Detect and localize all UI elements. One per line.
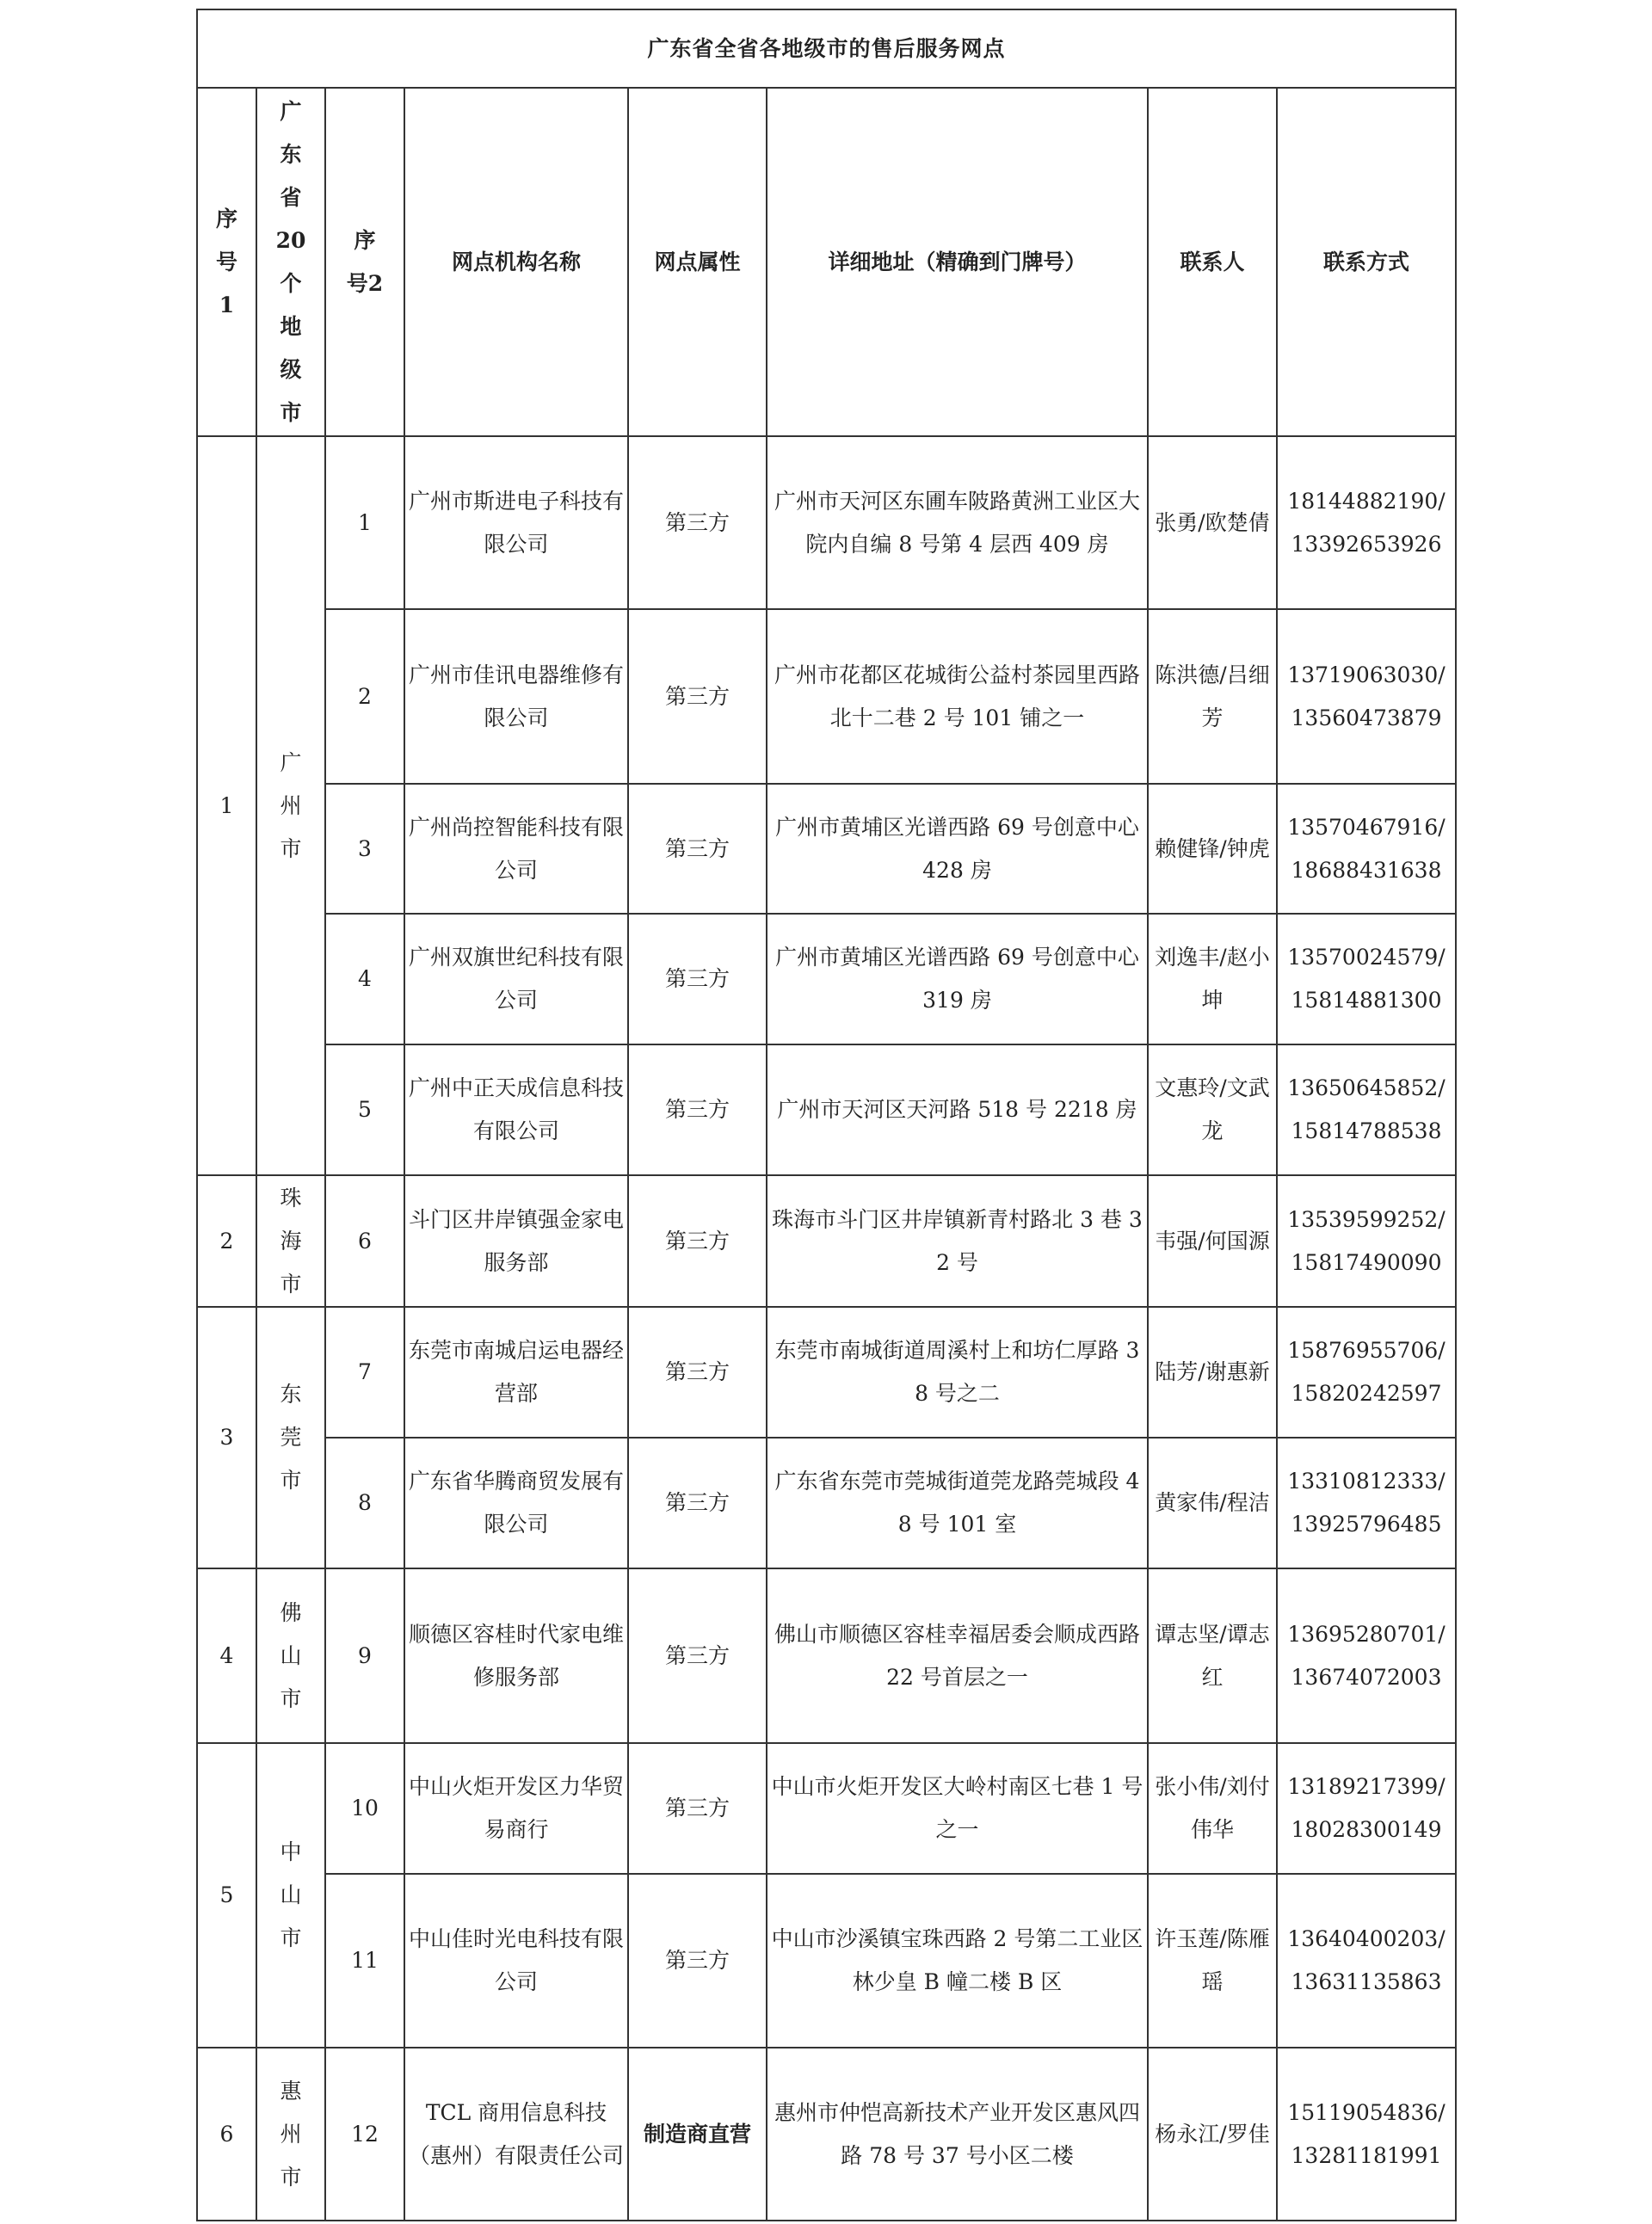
table-row (197, 436, 1456, 609)
row-seq: 7 (325, 1307, 404, 1438)
row-name: 东莞市南城启运电器经营部 (404, 1307, 628, 1438)
row-phone: 13650645852/ 15814788538 (1277, 1044, 1456, 1175)
row-contact: 张小伟/刘付伟华 (1148, 1743, 1277, 1874)
row-name: 广州市斯进电子科技有限公司 (404, 436, 628, 609)
row-type: 第三方 (628, 1568, 767, 1743)
row-type: 第三方 (628, 436, 767, 609)
table-row (197, 1175, 1456, 1307)
city-seq: 3 (197, 1307, 256, 1568)
row-address: 佛山市顺德区容桂幸福居委会顺成西路 22 号首层之一 (767, 1568, 1148, 1743)
table-row (197, 1044, 1456, 1175)
row-phone: 13570024579/ 15814881300 (1277, 914, 1456, 1044)
city-seq: 1 (197, 436, 256, 1175)
header-city: 广 东 省 20 个 地 级 市 (256, 88, 325, 436)
table-row (197, 1743, 1456, 1874)
row-address: 珠海市斗门区井岸镇新青村路北 3 巷 32 号 (767, 1175, 1148, 1307)
row-name: 广州双旗世纪科技有限公司 (404, 914, 628, 1044)
header-address: 详细地址（精确到门牌号） (767, 88, 1148, 436)
header-name: 网点机构名称 (404, 88, 628, 436)
row-contact: 韦强/何国源 (1148, 1175, 1277, 1307)
row-phone: 13719063030/ 13560473879 (1277, 609, 1456, 784)
row-contact: 谭志坚/谭志红 (1148, 1568, 1277, 1743)
row-contact: 文惠玲/文武龙 (1148, 1044, 1277, 1175)
row-seq: 4 (325, 914, 404, 1044)
row-name: 顺德区容桂时代家电维修服务部 (404, 1568, 628, 1743)
row-contact: 黄家伟/程洁 (1148, 1438, 1277, 1568)
table-title: 广东省全省各地级市的售后服务网点 (197, 9, 1456, 88)
row-name: 广州中正天成信息科技有限公司 (404, 1044, 628, 1175)
row-seq: 8 (325, 1438, 404, 1568)
row-address: 广州市黄埔区光谱西路 69 号创意中心 319 房 (767, 914, 1148, 1044)
row-contact: 陆芳/谢惠新 (1148, 1307, 1277, 1438)
row-type: 第三方 (628, 914, 767, 1044)
table-row (197, 784, 1456, 914)
table-row (197, 1568, 1456, 1743)
row-address: 惠州市仲恺高新技术产业开发区惠风四路 78 号 37 号小区二楼 (767, 2048, 1148, 2221)
row-seq: 10 (325, 1743, 404, 1874)
row-contact: 刘逸丰/赵小坤 (1148, 914, 1277, 1044)
row-contact: 许玉莲/陈雁瑶 (1148, 1874, 1277, 2048)
row-seq: 3 (325, 784, 404, 914)
table-row (197, 609, 1456, 784)
row-address: 广州市天河区东圃车陂路黄洲工业区大院内自编 8 号第 4 层西 409 房 (767, 436, 1148, 609)
row-address: 中山市火炬开发区大岭村南区七巷 1 号之一 (767, 1743, 1148, 1874)
row-seq: 2 (325, 609, 404, 784)
row-type: 第三方 (628, 1438, 767, 1568)
row-contact: 陈洪德/吕细芳 (1148, 609, 1277, 784)
row-type: 第三方 (628, 1307, 767, 1438)
row-address: 广州市花都区花城街公益村茶园里西路北十二巷 2 号 101 铺之一 (767, 609, 1148, 784)
header-phone: 联系方式 (1277, 88, 1456, 436)
table-row (197, 914, 1456, 1044)
row-address: 东莞市南城街道周溪村上和坊仁厚路 38 号之二 (767, 1307, 1148, 1438)
city-name: 珠 海 市 (256, 1175, 325, 1307)
header-type: 网点属性 (628, 88, 767, 436)
row-phone: 13310812333/ 13925796485 (1277, 1438, 1456, 1568)
row-type: 第三方 (628, 609, 767, 784)
row-name: 广东省华腾商贸发展有限公司 (404, 1438, 628, 1568)
service-points-table (196, 9, 1457, 2221)
row-phone: 13695280701/ 13674072003 (1277, 1568, 1456, 1743)
header-contact: 联系人 (1148, 88, 1277, 436)
row-seq: 6 (325, 1175, 404, 1307)
row-contact: 赖健锋/钟虎 (1148, 784, 1277, 914)
row-address: 中山市沙溪镇宝珠西路 2 号第二工业区林少皇 B 幢二楼 B 区 (767, 1874, 1148, 2048)
city-name: 东 莞 市 (256, 1307, 325, 1568)
row-type: 制造商直营 (628, 2048, 767, 2221)
row-phone: 13570467916/ 18688431638 (1277, 784, 1456, 914)
row-phone: 13189217399/ 18028300149 (1277, 1743, 1456, 1874)
table-row (197, 1438, 1456, 1568)
city-name: 惠 州 市 (256, 2048, 325, 2221)
city-name: 佛 山 市 (256, 1568, 325, 1743)
row-phone: 18144882190/ 13392653926 (1277, 436, 1456, 609)
header-seq1: 序 号 1 (197, 88, 256, 436)
row-name: 广州尚控智能科技有限公司 (404, 784, 628, 914)
city-seq: 2 (197, 1175, 256, 1307)
row-seq: 1 (325, 436, 404, 609)
row-address: 广州市天河区天河路 518 号 2218 房 (767, 1044, 1148, 1175)
row-address: 广东省东莞市莞城街道莞龙路莞城段 48 号 101 室 (767, 1438, 1148, 1568)
row-seq: 12 (325, 2048, 404, 2221)
row-type: 第三方 (628, 1044, 767, 1175)
city-seq: 4 (197, 1568, 256, 1743)
table-row (197, 1307, 1456, 1438)
row-type: 第三方 (628, 784, 767, 914)
row-name: 斗门区井岸镇强金家电服务部 (404, 1175, 628, 1307)
row-type: 第三方 (628, 1743, 767, 1874)
city-name: 中 山 市 (256, 1743, 325, 2048)
row-phone: 15119054836/ 13281181991 (1277, 2048, 1456, 2221)
row-name: 广州市佳讯电器维修有限公司 (404, 609, 628, 784)
row-name: 中山火炬开发区力华贸易商行 (404, 1743, 628, 1874)
table-row (197, 2048, 1456, 2221)
row-address: 广州市黄埔区光谱西路 69 号创意中心 428 房 (767, 784, 1148, 914)
city-seq: 5 (197, 1743, 256, 2048)
header-row (197, 88, 1456, 436)
row-phone: 13539599252/ 15817490090 (1277, 1175, 1456, 1307)
row-type: 第三方 (628, 1175, 767, 1307)
table-row (197, 1874, 1456, 2048)
row-phone: 13640400203/ 13631135863 (1277, 1874, 1456, 2048)
header-seq2: 序 号2 (325, 88, 404, 436)
city-seq: 6 (197, 2048, 256, 2221)
row-name: TCL 商用信息科技（惠州）有限责任公司 (404, 2048, 628, 2221)
row-seq: 9 (325, 1568, 404, 1743)
row-phone: 15876955706/ 15820242597 (1277, 1307, 1456, 1438)
row-seq: 11 (325, 1874, 404, 2048)
city-name: 广 州 市 (256, 436, 325, 1175)
row-contact: 杨永江/罗佳 (1148, 2048, 1277, 2221)
row-seq: 5 (325, 1044, 404, 1175)
row-contact: 张勇/欧楚倩 (1148, 436, 1277, 609)
row-name: 中山佳时光电科技有限公司 (404, 1874, 628, 2048)
row-type: 第三方 (628, 1874, 767, 2048)
